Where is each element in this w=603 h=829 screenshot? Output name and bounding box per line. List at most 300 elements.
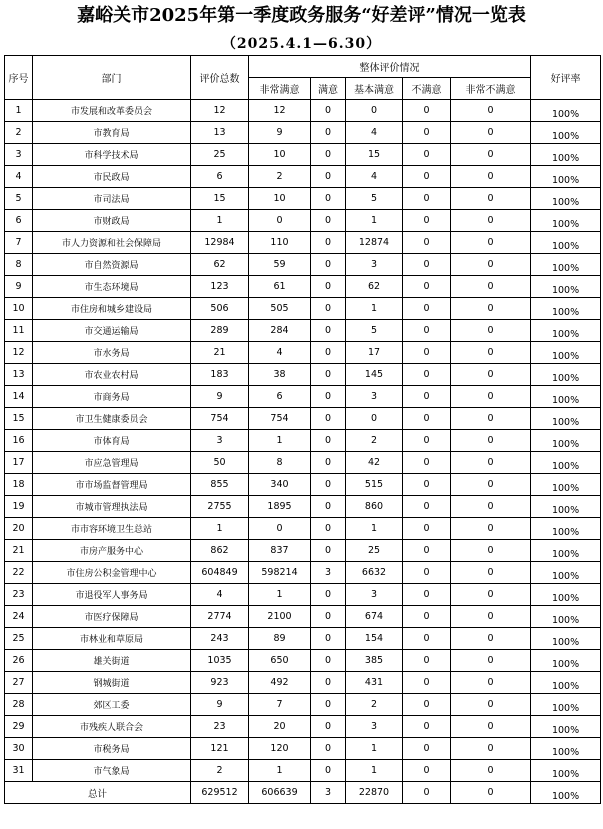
cell-total[interactable]: 855 xyxy=(191,474,249,496)
header-department[interactable]: 部门 xyxy=(33,56,191,100)
cell-satisfied[interactable]: 0 xyxy=(311,342,346,364)
cell-satisfied[interactable]: 0 xyxy=(311,276,346,298)
cell-very-dissatisfied[interactable]: 0 xyxy=(451,650,531,672)
cell-basically-satisfied[interactable]: 12874 xyxy=(346,232,403,254)
cell-good-rate[interactable]: 100% xyxy=(531,716,601,738)
cell-very-satisfied[interactable]: 2 xyxy=(249,166,311,188)
cell-very-satisfied[interactable]: 340 xyxy=(249,474,311,496)
cell-dissatisfied[interactable]: 0 xyxy=(403,496,451,518)
cell-satisfied[interactable]: 0 xyxy=(311,298,346,320)
cell-department[interactable]: 市房产服务中心 xyxy=(33,540,191,562)
cell-very-satisfied[interactable]: 1 xyxy=(249,430,311,452)
cell-index[interactable]: 16 xyxy=(5,430,33,452)
cell-very-dissatisfied[interactable]: 0 xyxy=(451,232,531,254)
cell-dissatisfied[interactable]: 0 xyxy=(403,386,451,408)
cell-total[interactable]: 2755 xyxy=(191,496,249,518)
cell-index[interactable]: 25 xyxy=(5,628,33,650)
cell-satisfied[interactable]: 0 xyxy=(311,606,346,628)
cell-dissatisfied[interactable]: 0 xyxy=(403,298,451,320)
cell-department[interactable]: 市卫生健康委员会 xyxy=(33,408,191,430)
cell-good-rate[interactable]: 100% xyxy=(531,408,601,430)
cell-good-rate[interactable]: 100% xyxy=(531,540,601,562)
cell-dissatisfied[interactable]: 0 xyxy=(403,760,451,782)
cell-index[interactable]: 26 xyxy=(5,650,33,672)
cell-very-satisfied[interactable]: 59 xyxy=(249,254,311,276)
cell-good-rate[interactable]: 100% xyxy=(531,166,601,188)
cell-very-satisfied[interactable]: 1 xyxy=(249,584,311,606)
cell-very-dissatisfied[interactable]: 0 xyxy=(451,276,531,298)
cell-department[interactable]: 市税务局 xyxy=(33,738,191,760)
cell-dissatisfied[interactable]: 0 xyxy=(403,452,451,474)
cell-dissatisfied[interactable]: 0 xyxy=(403,144,451,166)
cell-total[interactable]: 289 xyxy=(191,320,249,342)
cell-department[interactable]: 市交通运输局 xyxy=(33,320,191,342)
cell-total[interactable]: 62 xyxy=(191,254,249,276)
header-basically-satisfied[interactable]: 基本满意 xyxy=(346,78,403,100)
cell-dissatisfied[interactable]: 0 xyxy=(403,474,451,496)
cell-total[interactable]: 9 xyxy=(191,694,249,716)
cell-total[interactable]: 50 xyxy=(191,452,249,474)
cell-good-rate[interactable]: 100% xyxy=(531,518,601,540)
cell-satisfied[interactable]: 0 xyxy=(311,474,346,496)
cell-basically-satisfied[interactable]: 3 xyxy=(346,386,403,408)
cell-department[interactable]: 市体育局 xyxy=(33,430,191,452)
cell-index[interactable]: 3 xyxy=(5,144,33,166)
cell-good-rate[interactable]: 100% xyxy=(531,452,601,474)
cell-very-dissatisfied[interactable]: 0 xyxy=(451,364,531,386)
cell-department[interactable]: 市城市管理执法局 xyxy=(33,496,191,518)
cell-department[interactable]: 市发展和改革委员会 xyxy=(33,100,191,122)
total-very-satisfied[interactable]: 606639 xyxy=(249,782,311,804)
cell-dissatisfied[interactable]: 0 xyxy=(403,540,451,562)
cell-dissatisfied[interactable]: 0 xyxy=(403,276,451,298)
cell-satisfied[interactable]: 0 xyxy=(311,672,346,694)
cell-dissatisfied[interactable]: 0 xyxy=(403,254,451,276)
cell-department[interactable]: 雄关街道 xyxy=(33,650,191,672)
cell-index[interactable]: 27 xyxy=(5,672,33,694)
cell-very-dissatisfied[interactable]: 0 xyxy=(451,430,531,452)
cell-basically-satisfied[interactable]: 25 xyxy=(346,540,403,562)
cell-good-rate[interactable]: 100% xyxy=(531,298,601,320)
total-satisfied[interactable]: 3 xyxy=(311,782,346,804)
cell-basically-satisfied[interactable]: 154 xyxy=(346,628,403,650)
cell-index[interactable]: 8 xyxy=(5,254,33,276)
cell-total[interactable]: 123 xyxy=(191,276,249,298)
cell-very-satisfied[interactable]: 89 xyxy=(249,628,311,650)
cell-good-rate[interactable]: 100% xyxy=(531,254,601,276)
cell-good-rate[interactable]: 100% xyxy=(531,650,601,672)
cell-department[interactable]: 市市场监督管理局 xyxy=(33,474,191,496)
cell-satisfied[interactable]: 0 xyxy=(311,738,346,760)
cell-good-rate[interactable]: 100% xyxy=(531,386,601,408)
cell-satisfied[interactable]: 0 xyxy=(311,694,346,716)
cell-satisfied[interactable]: 0 xyxy=(311,122,346,144)
cell-very-satisfied[interactable]: 837 xyxy=(249,540,311,562)
cell-good-rate[interactable]: 100% xyxy=(531,122,601,144)
cell-satisfied[interactable]: 0 xyxy=(311,144,346,166)
cell-dissatisfied[interactable]: 0 xyxy=(403,672,451,694)
cell-satisfied[interactable]: 0 xyxy=(311,188,346,210)
cell-total[interactable]: 12984 xyxy=(191,232,249,254)
cell-index[interactable]: 1 xyxy=(5,100,33,122)
cell-good-rate[interactable]: 100% xyxy=(531,738,601,760)
cell-index[interactable]: 6 xyxy=(5,210,33,232)
cell-good-rate[interactable]: 100% xyxy=(531,496,601,518)
cell-total[interactable]: 23 xyxy=(191,716,249,738)
header-very-satisfied[interactable]: 非常满意 xyxy=(249,78,311,100)
cell-very-dissatisfied[interactable]: 0 xyxy=(451,672,531,694)
cell-basically-satisfied[interactable]: 674 xyxy=(346,606,403,628)
cell-very-dissatisfied[interactable]: 0 xyxy=(451,254,531,276)
cell-basically-satisfied[interactable]: 0 xyxy=(346,408,403,430)
cell-basically-satisfied[interactable]: 1 xyxy=(346,760,403,782)
cell-total[interactable]: 9 xyxy=(191,386,249,408)
cell-department[interactable]: 市农业农村局 xyxy=(33,364,191,386)
cell-satisfied[interactable]: 0 xyxy=(311,518,346,540)
cell-dissatisfied[interactable]: 0 xyxy=(403,606,451,628)
cell-department[interactable]: 市财政局 xyxy=(33,210,191,232)
cell-very-dissatisfied[interactable]: 0 xyxy=(451,122,531,144)
total-label[interactable]: 总计 xyxy=(5,782,191,804)
cell-department[interactable]: 钢城街道 xyxy=(33,672,191,694)
cell-very-dissatisfied[interactable]: 0 xyxy=(451,540,531,562)
cell-department[interactable]: 市司法局 xyxy=(33,188,191,210)
cell-index[interactable]: 18 xyxy=(5,474,33,496)
cell-very-dissatisfied[interactable]: 0 xyxy=(451,496,531,518)
total-good-rate[interactable]: 100% xyxy=(531,782,601,804)
cell-department[interactable]: 市医疗保障局 xyxy=(33,606,191,628)
cell-satisfied[interactable]: 0 xyxy=(311,166,346,188)
cell-basically-satisfied[interactable]: 3 xyxy=(346,584,403,606)
cell-dissatisfied[interactable]: 0 xyxy=(403,430,451,452)
cell-basically-satisfied[interactable]: 385 xyxy=(346,650,403,672)
cell-department[interactable]: 市林业和草原局 xyxy=(33,628,191,650)
cell-very-satisfied[interactable]: 10 xyxy=(249,144,311,166)
cell-index[interactable]: 4 xyxy=(5,166,33,188)
cell-dissatisfied[interactable]: 0 xyxy=(403,408,451,430)
cell-very-satisfied[interactable]: 9 xyxy=(249,122,311,144)
cell-very-satisfied[interactable]: 1 xyxy=(249,760,311,782)
cell-department[interactable]: 市民政局 xyxy=(33,166,191,188)
cell-total[interactable]: 2 xyxy=(191,760,249,782)
cell-good-rate[interactable]: 100% xyxy=(531,144,601,166)
cell-department[interactable]: 市残疾人联合会 xyxy=(33,716,191,738)
cell-good-rate[interactable]: 100% xyxy=(531,562,601,584)
cell-very-dissatisfied[interactable]: 0 xyxy=(451,760,531,782)
cell-good-rate[interactable]: 100% xyxy=(531,320,601,342)
cell-index[interactable]: 19 xyxy=(5,496,33,518)
cell-good-rate[interactable]: 100% xyxy=(531,430,601,452)
cell-very-dissatisfied[interactable]: 0 xyxy=(451,694,531,716)
cell-department[interactable]: 市应急管理局 xyxy=(33,452,191,474)
cell-dissatisfied[interactable]: 0 xyxy=(403,364,451,386)
cell-very-dissatisfied[interactable]: 0 xyxy=(451,518,531,540)
cell-dissatisfied[interactable]: 0 xyxy=(403,122,451,144)
cell-department[interactable]: 市市容环境卫生总站 xyxy=(33,518,191,540)
cell-total[interactable]: 25 xyxy=(191,144,249,166)
cell-department[interactable]: 市气象局 xyxy=(33,760,191,782)
cell-very-dissatisfied[interactable]: 0 xyxy=(451,408,531,430)
cell-good-rate[interactable]: 100% xyxy=(531,628,601,650)
cell-index[interactable]: 15 xyxy=(5,408,33,430)
cell-very-dissatisfied[interactable]: 0 xyxy=(451,452,531,474)
cell-total[interactable]: 15 xyxy=(191,188,249,210)
cell-total[interactable]: 2774 xyxy=(191,606,249,628)
cell-dissatisfied[interactable]: 0 xyxy=(403,738,451,760)
cell-basically-satisfied[interactable]: 3 xyxy=(346,254,403,276)
cell-dissatisfied[interactable]: 0 xyxy=(403,716,451,738)
cell-very-dissatisfied[interactable]: 0 xyxy=(451,320,531,342)
cell-index[interactable]: 29 xyxy=(5,716,33,738)
cell-good-rate[interactable]: 100% xyxy=(531,474,601,496)
cell-total[interactable]: 754 xyxy=(191,408,249,430)
cell-very-dissatisfied[interactable]: 0 xyxy=(451,738,531,760)
cell-satisfied[interactable]: 0 xyxy=(311,100,346,122)
cell-basically-satisfied[interactable]: 4 xyxy=(346,166,403,188)
cell-dissatisfied[interactable]: 0 xyxy=(403,518,451,540)
header-index[interactable]: 序号 xyxy=(5,56,33,100)
cell-index[interactable]: 17 xyxy=(5,452,33,474)
cell-very-satisfied[interactable]: 61 xyxy=(249,276,311,298)
cell-very-dissatisfied[interactable]: 0 xyxy=(451,100,531,122)
cell-department[interactable]: 市住房和城乡建设局 xyxy=(33,298,191,320)
cell-department[interactable]: 市水务局 xyxy=(33,342,191,364)
cell-basically-satisfied[interactable]: 5 xyxy=(346,188,403,210)
cell-total[interactable]: 121 xyxy=(191,738,249,760)
cell-department[interactable]: 市住房公积金管理中心 xyxy=(33,562,191,584)
cell-satisfied[interactable]: 0 xyxy=(311,232,346,254)
cell-basically-satisfied[interactable]: 3 xyxy=(346,716,403,738)
cell-satisfied[interactable]: 0 xyxy=(311,650,346,672)
cell-good-rate[interactable]: 100% xyxy=(531,210,601,232)
cell-dissatisfied[interactable]: 0 xyxy=(403,320,451,342)
cell-basically-satisfied[interactable]: 145 xyxy=(346,364,403,386)
cell-satisfied[interactable]: 0 xyxy=(311,210,346,232)
cell-satisfied[interactable]: 0 xyxy=(311,760,346,782)
cell-very-dissatisfied[interactable]: 0 xyxy=(451,210,531,232)
cell-satisfied[interactable]: 0 xyxy=(311,540,346,562)
cell-very-satisfied[interactable]: 598214 xyxy=(249,562,311,584)
total-very-dissatisfied[interactable]: 0 xyxy=(451,782,531,804)
cell-dissatisfied[interactable]: 0 xyxy=(403,232,451,254)
cell-basically-satisfied[interactable]: 62 xyxy=(346,276,403,298)
cell-dissatisfied[interactable]: 0 xyxy=(403,562,451,584)
cell-index[interactable]: 13 xyxy=(5,364,33,386)
cell-very-satisfied[interactable]: 1895 xyxy=(249,496,311,518)
table-row xyxy=(5,606,601,628)
cell-basically-satisfied[interactable]: 1 xyxy=(346,210,403,232)
cell-very-satisfied[interactable]: 110 xyxy=(249,232,311,254)
cell-good-rate[interactable]: 100% xyxy=(531,694,601,716)
cell-very-satisfied[interactable]: 650 xyxy=(249,650,311,672)
cell-index[interactable]: 22 xyxy=(5,562,33,584)
cell-very-satisfied[interactable]: 10 xyxy=(249,188,311,210)
cell-satisfied[interactable]: 0 xyxy=(311,496,346,518)
cell-good-rate[interactable]: 100% xyxy=(531,606,601,628)
header-very-dissatisfied[interactable]: 非常不满意 xyxy=(451,78,531,100)
cell-good-rate[interactable]: 100% xyxy=(531,342,601,364)
cell-very-satisfied[interactable]: 492 xyxy=(249,672,311,694)
cell-very-dissatisfied[interactable]: 0 xyxy=(451,562,531,584)
cell-basically-satisfied[interactable]: 1 xyxy=(346,298,403,320)
header-good-rate[interactable]: 好评率 xyxy=(531,56,601,100)
cell-very-satisfied[interactable]: 6 xyxy=(249,386,311,408)
cell-total[interactable]: 1 xyxy=(191,518,249,540)
cell-very-satisfied[interactable]: 8 xyxy=(249,452,311,474)
cell-very-dissatisfied[interactable]: 0 xyxy=(451,342,531,364)
cell-very-satisfied[interactable]: 754 xyxy=(249,408,311,430)
cell-very-satisfied[interactable]: 0 xyxy=(249,518,311,540)
header-satisfied[interactable]: 满意 xyxy=(311,78,346,100)
cell-index[interactable]: 21 xyxy=(5,540,33,562)
cell-good-rate[interactable]: 100% xyxy=(531,276,601,298)
cell-index[interactable]: 12 xyxy=(5,342,33,364)
total-count[interactable]: 629512 xyxy=(191,782,249,804)
cell-index[interactable]: 14 xyxy=(5,386,33,408)
cell-satisfied[interactable]: 0 xyxy=(311,320,346,342)
cell-satisfied[interactable]: 0 xyxy=(311,408,346,430)
cell-good-rate[interactable]: 100% xyxy=(531,584,601,606)
cell-basically-satisfied[interactable]: 2 xyxy=(346,694,403,716)
cell-dissatisfied[interactable]: 0 xyxy=(403,188,451,210)
header-overall[interactable]: 整体评价情况 xyxy=(249,56,531,78)
cell-dissatisfied[interactable]: 0 xyxy=(403,342,451,364)
cell-total[interactable]: 13 xyxy=(191,122,249,144)
cell-very-dissatisfied[interactable]: 0 xyxy=(451,298,531,320)
cell-very-satisfied[interactable]: 505 xyxy=(249,298,311,320)
cell-very-satisfied[interactable]: 38 xyxy=(249,364,311,386)
cell-basically-satisfied[interactable]: 5 xyxy=(346,320,403,342)
cell-good-rate[interactable]: 100% xyxy=(531,672,601,694)
cell-basically-satisfied[interactable]: 0 xyxy=(346,100,403,122)
cell-department[interactable]: 郊区工委 xyxy=(33,694,191,716)
cell-dissatisfied[interactable]: 0 xyxy=(403,100,451,122)
cell-total[interactable]: 243 xyxy=(191,628,249,650)
cell-very-dissatisfied[interactable]: 0 xyxy=(451,474,531,496)
cell-basically-satisfied[interactable]: 4 xyxy=(346,122,403,144)
cell-index[interactable]: 23 xyxy=(5,584,33,606)
cell-very-dissatisfied[interactable]: 0 xyxy=(451,188,531,210)
cell-very-dissatisfied[interactable]: 0 xyxy=(451,144,531,166)
cell-dissatisfied[interactable]: 0 xyxy=(403,166,451,188)
cell-good-rate[interactable]: 100% xyxy=(531,100,601,122)
cell-dissatisfied[interactable]: 0 xyxy=(403,628,451,650)
cell-basically-satisfied[interactable]: 1 xyxy=(346,518,403,540)
cell-total[interactable]: 923 xyxy=(191,672,249,694)
cell-total[interactable]: 1 xyxy=(191,210,249,232)
cell-dissatisfied[interactable]: 0 xyxy=(403,650,451,672)
cell-department[interactable]: 市退役军人事务局 xyxy=(33,584,191,606)
cell-satisfied[interactable]: 0 xyxy=(311,254,346,276)
cell-index[interactable]: 9 xyxy=(5,276,33,298)
cell-very-dissatisfied[interactable]: 0 xyxy=(451,584,531,606)
cell-good-rate[interactable]: 100% xyxy=(531,760,601,782)
cell-total[interactable]: 4 xyxy=(191,584,249,606)
cell-total[interactable]: 1035 xyxy=(191,650,249,672)
cell-dissatisfied[interactable]: 0 xyxy=(403,584,451,606)
cell-index[interactable]: 30 xyxy=(5,738,33,760)
cell-index[interactable]: 10 xyxy=(5,298,33,320)
cell-very-satisfied[interactable]: 284 xyxy=(249,320,311,342)
cell-total[interactable]: 183 xyxy=(191,364,249,386)
total-basically-satisfied[interactable]: 22870 xyxy=(346,782,403,804)
cell-basically-satisfied[interactable]: 515 xyxy=(346,474,403,496)
cell-satisfied[interactable]: 0 xyxy=(311,628,346,650)
cell-department[interactable]: 市商务局 xyxy=(33,386,191,408)
cell-total[interactable]: 21 xyxy=(191,342,249,364)
cell-total[interactable]: 12 xyxy=(191,100,249,122)
cell-very-satisfied[interactable]: 7 xyxy=(249,694,311,716)
cell-very-satisfied[interactable]: 2100 xyxy=(249,606,311,628)
cell-satisfied[interactable]: 0 xyxy=(311,386,346,408)
cell-basically-satisfied[interactable]: 17 xyxy=(346,342,403,364)
cell-good-rate[interactable]: 100% xyxy=(531,232,601,254)
cell-index[interactable]: 31 xyxy=(5,760,33,782)
cell-index[interactable]: 28 xyxy=(5,694,33,716)
cell-index[interactable]: 20 xyxy=(5,518,33,540)
cell-index[interactable]: 24 xyxy=(5,606,33,628)
total-dissatisfied[interactable]: 0 xyxy=(403,782,451,804)
cell-very-satisfied[interactable]: 4 xyxy=(249,342,311,364)
cell-very-dissatisfied[interactable]: 0 xyxy=(451,716,531,738)
cell-basically-satisfied[interactable]: 42 xyxy=(346,452,403,474)
cell-basically-satisfied[interactable]: 2 xyxy=(346,430,403,452)
cell-basically-satisfied[interactable]: 15 xyxy=(346,144,403,166)
cell-department[interactable]: 市自然资源局 xyxy=(33,254,191,276)
cell-total[interactable]: 604849 xyxy=(191,562,249,584)
cell-index[interactable]: 7 xyxy=(5,232,33,254)
cell-total[interactable]: 3 xyxy=(191,430,249,452)
cell-total[interactable]: 6 xyxy=(191,166,249,188)
cell-very-satisfied[interactable]: 20 xyxy=(249,716,311,738)
cell-total[interactable]: 506 xyxy=(191,298,249,320)
cell-very-dissatisfied[interactable]: 0 xyxy=(451,386,531,408)
cell-satisfied[interactable]: 0 xyxy=(311,364,346,386)
cell-good-rate[interactable]: 100% xyxy=(531,364,601,386)
cell-index[interactable]: 5 xyxy=(5,188,33,210)
cell-department[interactable]: 市生态环境局 xyxy=(33,276,191,298)
cell-department[interactable]: 市人力资源和社会保障局 xyxy=(33,232,191,254)
cell-basically-satisfied[interactable]: 431 xyxy=(346,672,403,694)
cell-basically-satisfied[interactable]: 6632 xyxy=(346,562,403,584)
table-row xyxy=(5,716,601,738)
cell-basically-satisfied[interactable]: 1 xyxy=(346,738,403,760)
cell-satisfied[interactable]: 0 xyxy=(311,584,346,606)
table-row xyxy=(5,386,601,408)
cell-satisfied[interactable]: 0 xyxy=(311,452,346,474)
cell-very-dissatisfied[interactable]: 0 xyxy=(451,606,531,628)
cell-very-satisfied[interactable]: 120 xyxy=(249,738,311,760)
cell-satisfied[interactable]: 0 xyxy=(311,430,346,452)
cell-total[interactable]: 862 xyxy=(191,540,249,562)
cell-dissatisfied[interactable]: 0 xyxy=(403,694,451,716)
cell-basically-satisfied[interactable]: 860 xyxy=(346,496,403,518)
cell-very-dissatisfied[interactable]: 0 xyxy=(451,628,531,650)
cell-department[interactable]: 市教育局 xyxy=(33,122,191,144)
header-dissatisfied[interactable]: 不满意 xyxy=(403,78,451,100)
cell-dissatisfied[interactable]: 0 xyxy=(403,210,451,232)
cell-department[interactable]: 市科学技术局 xyxy=(33,144,191,166)
header-total[interactable]: 评价总数 xyxy=(191,56,249,100)
cell-very-satisfied[interactable]: 0 xyxy=(249,210,311,232)
cell-index[interactable]: 11 xyxy=(5,320,33,342)
cell-satisfied[interactable]: 0 xyxy=(311,716,346,738)
cell-good-rate[interactable]: 100% xyxy=(531,188,601,210)
cell-satisfied[interactable]: 3 xyxy=(311,562,346,584)
cell-very-satisfied[interactable]: 12 xyxy=(249,100,311,122)
cell-index[interactable]: 2 xyxy=(5,122,33,144)
cell-very-dissatisfied[interactable]: 0 xyxy=(451,166,531,188)
